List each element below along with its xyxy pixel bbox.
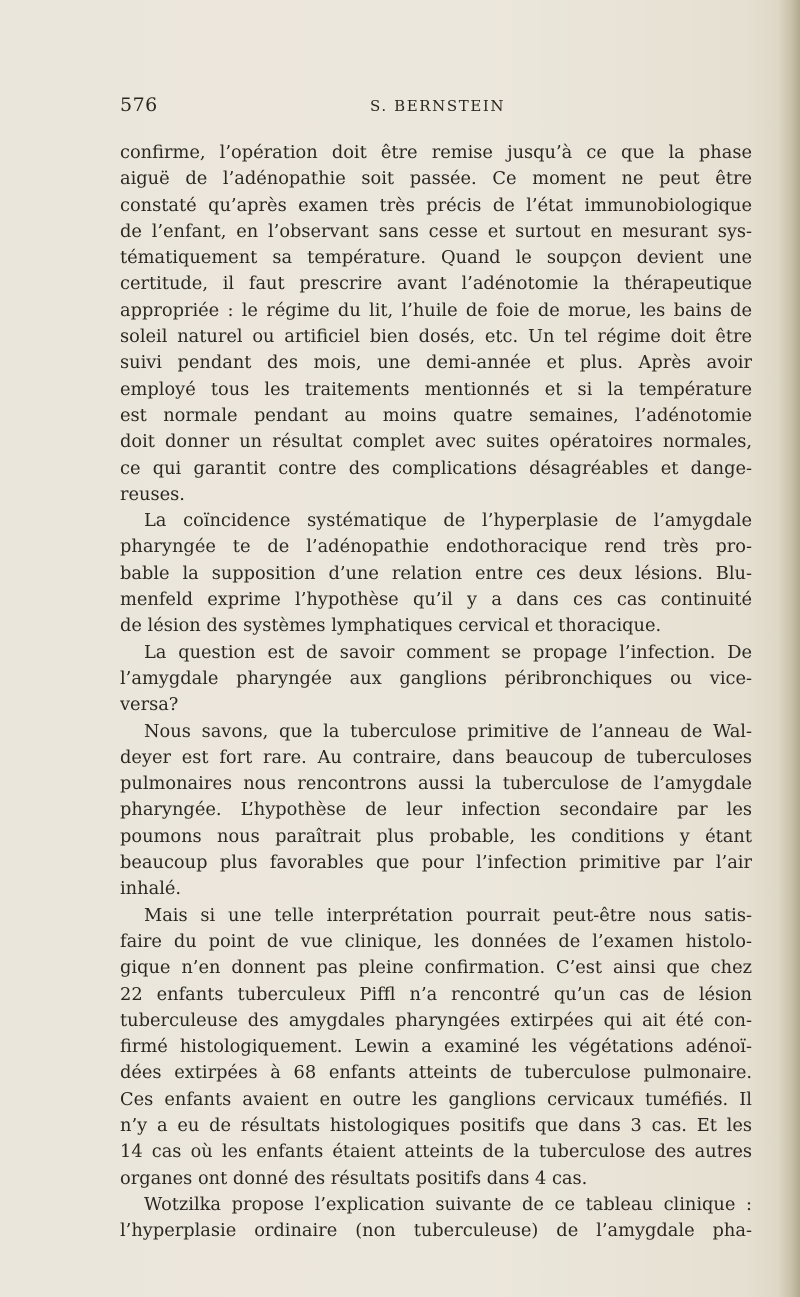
text-line: Mais si une telle interprétation pourrait peut-être nous satis- [144, 904, 752, 926]
text-line: aiguë de l’adénopathie soit passée. Ce moment ne peut être [120, 168, 752, 190]
text-line: pulmonaires nous rencontrons aussi la tuberculose de l’amygdale [120, 773, 752, 795]
text-line: pharyngée. L’hypothèse de leur infection secondaire par les [120, 799, 752, 821]
text-line: de l’enfant, en l’observant sans cesse et surtout en mesurant sys- [120, 220, 752, 242]
text-line: n’y a eu de résultats histologiques positifs que dans 3 cas. Et les [120, 1114, 752, 1136]
text-line: est normale pendant au moins quatre semaines, l’adénotomie [120, 404, 752, 426]
text-line: dées extirpées à 68 enfants atteints de tuberculose pulmonaire. [120, 1062, 752, 1084]
text-line: deyer est fort rare. Au contraire, dans beaucoup de tuberculoses [120, 746, 752, 768]
text-line: Ces enfants avaient en outre les ganglions cervicaux tuméfiés. Il [120, 1088, 752, 1110]
text-line: Nous savons, que la tuberculose primitive de l’anneau de Wal- [144, 720, 752, 742]
text-line: beaucoup plus favorables que pour l’infection primitive par l’air [120, 852, 752, 874]
text-line: l’amygdale pharyngée aux ganglions péribronchiques ou vice- [120, 667, 752, 689]
running-head: S. BERNSTEIN [370, 97, 506, 115]
text-line: soleil naturel ou artificiel bien dosés, etc. Un tel régime doit être [120, 326, 752, 348]
text-line: organes ont donné des résultats positifs dans 4 cas. [120, 1167, 588, 1189]
text-line: Wotzilka propose l’explication suivante de ce tableau clinique : [144, 1193, 752, 1215]
text-line: employé tous les traitements mentionnés et si la température [120, 378, 752, 400]
text-line: tuberculeuse des amygdales pharyngées extirpées qui ait été con- [120, 1009, 752, 1031]
text-line: ce qui garantit contre des complications désagréables et dange- [120, 457, 752, 479]
text-line: pharyngée te de l’adénopathie endothoracique rend très pro- [120, 536, 752, 558]
text-line: versa? [120, 694, 179, 716]
body-text [120, 140, 752, 1244]
text-line: poumons nous paraîtrait plus probable, les conditions y étant [120, 825, 752, 847]
text-line: gique n’en donnent pas pleine confirmation. C’est ainsi que chez [120, 957, 752, 979]
text-line: faire du point de vue clinique, les données de l’examen histolo- [120, 930, 752, 952]
text-line: confirme, l’opération doit être remise jusqu’à ce que la phase [120, 142, 752, 163]
page-edge-shadow [778, 0, 800, 1297]
text-line: doit donner un résultat complet avec suites opératoires normales, [120, 431, 752, 453]
text-line: suivi pendant des mois, une demi-année et plus. Après avoir [120, 352, 752, 374]
text-line: 22 enfants tuberculeux Piffl n’a rencontré qu’un cas de lésion [120, 983, 752, 1005]
text-line: La coïncidence systématique de l’hyperplasie de l’amygdale [144, 510, 752, 532]
text-line: de lésion des systèmes lymphatiques cervical et thoracique. [120, 615, 662, 637]
page-header [120, 94, 752, 120]
text-line: firmé histologiquement. Lewin a examiné les végétations adénoï- [120, 1036, 752, 1058]
text-line: appropriée : le régime du lit, l’huile de foie de morue, les bains de [120, 299, 752, 321]
text-line: 14 cas où les enfants étaient atteints de la tuberculose des autres [120, 1141, 752, 1163]
text-line: constaté qu’après examen très précis de l’état immunobiologique [120, 194, 752, 216]
text-line: La question est de savoir comment se propage l’infection. De [144, 641, 752, 663]
text-line: tématiquement sa température. Quand le soupçon devient une [120, 247, 752, 269]
text-line: certitude, il faut prescrire avant l’adénotomie la thérapeutique [120, 273, 752, 295]
text-line: inhalé. [120, 878, 182, 900]
text-line: l’hyperplasie ordinaire (non tuberculeuse) de l’amygdale pha- [120, 1220, 752, 1242]
text-line: bable la supposition d’une relation entre ces deux lésions. Blu- [120, 562, 752, 584]
text-line: menfeld exprime l’hypothèse qu’il y a dans ces cas continuité [120, 589, 752, 611]
page-number: 576 [120, 94, 158, 116]
text-line: reuses. [120, 483, 185, 505]
